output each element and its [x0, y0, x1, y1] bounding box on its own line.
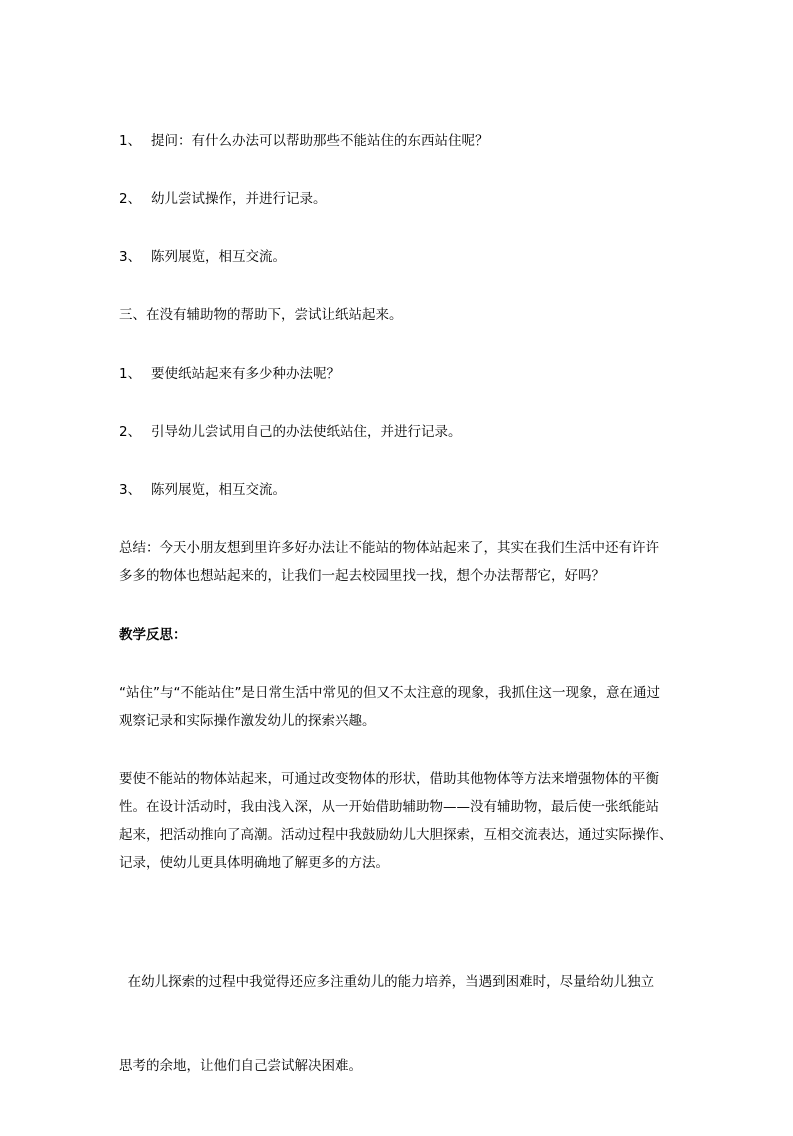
step-text: 提问：有什么办法可以帮助那些不能站住的东西站住呢？	[151, 133, 489, 149]
reflection-paragraph-1	[119, 679, 679, 735]
step-b-1	[119, 365, 340, 383]
reflection-line: 在幼儿探索的过程中我觉得还应多注重幼儿的能力培养，当遇到困难时，尽量给幼儿独立	[119, 974, 655, 990]
step-b-2	[119, 423, 462, 441]
summary-line: 总结：今天小朋友想到里许多好办法让不能站的物体站起来了，其实在我们生活中还有许许	[119, 540, 659, 556]
reflection-line: 观察记录和实际操作激发幼儿的探索兴趣。	[119, 713, 376, 729]
reflection-paragraph-3	[119, 912, 679, 1136]
step-number: 3、	[119, 249, 142, 265]
summary-paragraph	[119, 534, 679, 590]
section-three-heading: 三、在没有辅助物的帮助下，尝试让纸站起来。	[119, 307, 403, 323]
step-a-3	[119, 248, 286, 266]
step-number: 2、	[119, 424, 142, 440]
reflection-line: 性。在设计活动时，我由浅入深，从一开始借助辅助物——没有辅助物，最后使一张纸能站	[119, 799, 659, 815]
step-text: 幼儿尝试操作，并进行记录。	[151, 191, 327, 207]
reflection-paragraph-2	[119, 765, 679, 877]
reflection-line: “站住”与“不能站住”是日常生活中常见的但又不太注意的现象，我抓住这一现象，意在通过	[119, 685, 660, 701]
reflection-heading: 教学反思：	[119, 627, 187, 643]
step-a-2	[119, 190, 327, 208]
step-text: 引导幼儿尝试用自己的办法使纸站住，并进行记录。	[151, 424, 462, 440]
step-number: 1、	[119, 366, 142, 382]
step-text: 要使纸站起来有多少种办法呢？	[151, 366, 340, 382]
summary-line: 多多的物体也想站起来的，让我们一起去校园里找一找，想个办法帮帮它，好吗？	[119, 568, 605, 584]
reflection-line: 要使不能站的物体站起来，可通过改变物体的形状，借助其他物体等方法来增强物体的平衡	[119, 771, 659, 787]
step-number: 2、	[119, 191, 142, 207]
reflection-line: 起来，把活动推向了高潮。活动过程中我鼓励幼儿大胆探索，互相交流表达，通过实际操作、	[119, 827, 673, 843]
step-text: 陈列展览，相互交流。	[151, 482, 286, 498]
step-number: 1、	[119, 133, 142, 149]
step-text: 陈列展览，相互交流。	[151, 249, 286, 265]
reflection-line: 记录，使幼儿更具体明确地了解更多的方法。	[119, 855, 389, 871]
step-b-3	[119, 481, 286, 499]
step-a-1	[119, 132, 489, 150]
step-number: 3、	[119, 482, 142, 498]
reflection-line: 思考的余地，让他们自己尝试解决困难。	[119, 1058, 362, 1074]
